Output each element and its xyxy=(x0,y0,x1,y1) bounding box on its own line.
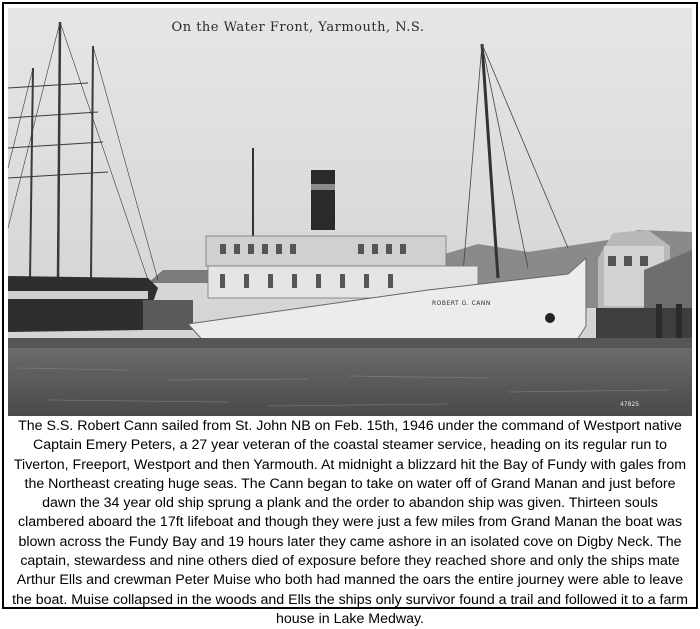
sailing-ship-hull xyxy=(8,276,158,332)
ship-hull-name: ROBERT G. CANN xyxy=(432,300,491,307)
photo-title: On the Water Front, Yarmouth, N.S. xyxy=(171,20,425,35)
harbour-scene xyxy=(8,8,692,416)
negative-number: 47825 xyxy=(620,401,640,408)
harbour-water xyxy=(8,338,692,416)
historic-photograph xyxy=(8,8,692,416)
wharf xyxy=(143,300,193,330)
story-caption: The S.S. Robert Cann sailed from St. John NB on Feb. 15th, 1946 under the command of Westport native Captain Emery Peters, a 27 year veteran of the coastal steamer service, heading on its regular run to Tiverton, Freeport, Westport and then Yarmouth. At midnight a blizzard hit the Bay of Fundy with gales from the Northeast creating huge seas. The Cann began to take on water off of Grand Manan and just before dawn the 34 year old ship sprung a plank and the order to abandon ship was given. Thirteen souls clambered aboard the 17ft lifeboat and though they were just a few miles from Grand Manan the boat was blown across the Fundy Bay and 19 hours later they came ashore in an isolated cove on Digby Neck. The captain, stewardess and nine others died of exposure before they reached shore and only the ships mate Arthur Ells and crewman Peter Muise who both had manned the oars the entire journey were able to leave the boat. Muise collapsed in the woods and Ells the ships only survivor found a trail and followed it to a farm house in Lake Medway. xyxy=(12,418,688,627)
postcard-frame xyxy=(2,2,698,627)
